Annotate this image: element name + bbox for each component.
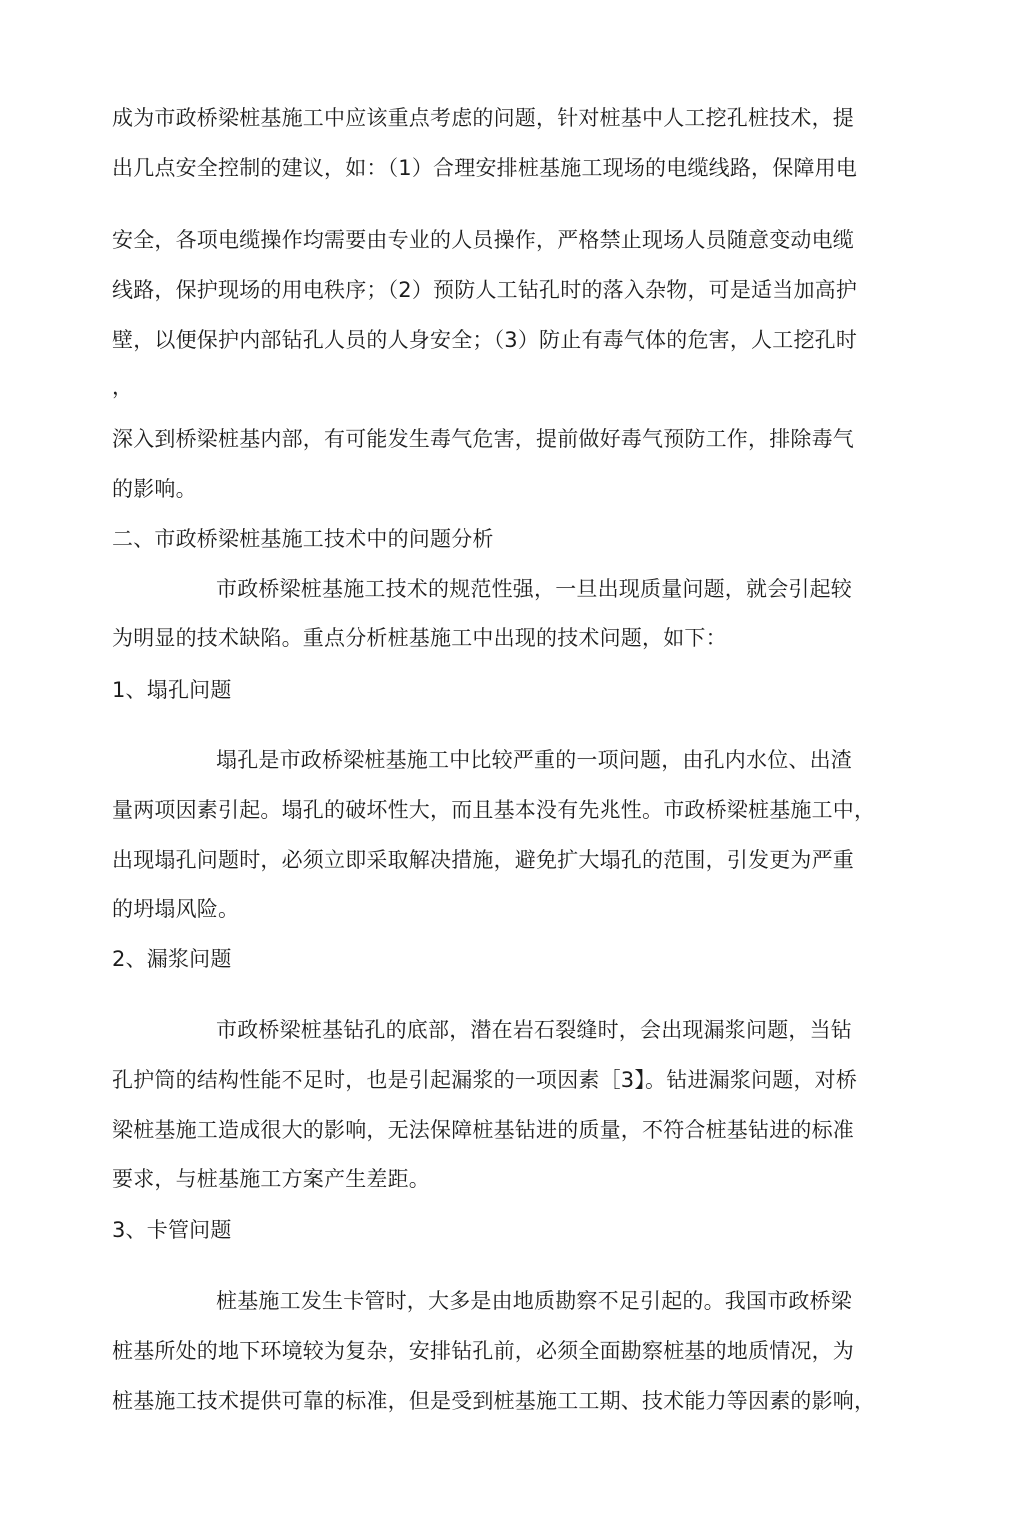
section-heading: 二、市政桥梁桩基施工技术中的问题分析: [112, 527, 494, 551]
paragraph-line: 市政桥梁桩基钻孔的底部，潜在岩石裂缝时，会出现漏浆问题，当钻: [216, 1018, 852, 1042]
subsection-heading: 2、漏浆问题: [112, 947, 232, 971]
paragraph-line: 要求，与桩基施工方案产生差距。: [112, 1167, 430, 1191]
paragraph-line: 为明显的技术缺陷。重点分析桩基施工中出现的技术问题，如下：: [112, 626, 727, 650]
paragraph-line: 孔护筒的结构性能不足时，也是引起漏浆的一项因素［3】。钻进漏浆问题，对桥: [112, 1068, 858, 1092]
paragraph-line: 的影响。: [112, 477, 197, 501]
paragraph-line: 桩基所处的地下环境较为复杂，安排钻孔前，必须全面勘察桩基的地质情况，为: [112, 1339, 854, 1363]
paragraph-line: 桩基施工发生卡管时，大多是由地质勘察不足引起的。我国市政桥梁: [216, 1289, 852, 1313]
paragraph-line: 出现塌孔问题时，必须立即采取解决措施，避免扩大塌孔的范围，引发更为严重: [112, 848, 854, 872]
paragraph-line: 梁桩基施工造成很大的影响，无法保障桩基钻进的质量，不符合桩基钻进的标准: [112, 1118, 854, 1142]
paragraph-line: 壁，以便保护内部钻孔人员的人身安全；（3）防止有毒气体的危害，人工挖孔时: [112, 328, 858, 352]
paragraph-line: 安全，各项电缆操作均需要由专业的人员操作，严格禁止现场人员随意变动电缆: [112, 228, 854, 252]
paragraph-line: 的坍塌风险。: [112, 897, 240, 921]
subsection-heading: 3、卡管问题: [112, 1218, 232, 1242]
paragraph-line: 深入到桥梁桩基内部，有可能发生毒气危害，提前做好毒气预防工作，排除毒气: [112, 427, 854, 451]
paragraph-line: 塌孔是市政桥梁桩基施工中比较严重的一项问题，由孔内水位、出渣: [216, 748, 852, 772]
paragraph-line: ，: [112, 375, 134, 399]
paragraph-line: 成为市政桥梁桩基施工中应该重点考虑的问题，针对桩基中人工挖孔桩技术，提: [112, 106, 854, 130]
paragraph-line: 桩基施工技术提供可靠的标准，但是受到桩基施工工期、技术能力等因素的影响，: [112, 1389, 876, 1413]
paragraph-line: 市政桥梁桩基施工技术的规范性强，一旦出现质量问题，就会引起较: [216, 577, 852, 601]
paragraph-line: 量两项因素引起。塌孔的破坏性大，而且基本没有先兆性。市政桥梁桩基施工中，: [112, 798, 876, 822]
paragraph-line: 出几点安全控制的建议，如：（1）合理安排桩基施工现场的电缆线路，保障用电: [112, 156, 858, 180]
subsection-heading: 1、塌孔问题: [112, 678, 232, 702]
paragraph-line: 线路，保护现场的用电秩序；（2）预防人工钻孔时的落入杂物，可是适当加高护: [112, 278, 858, 302]
